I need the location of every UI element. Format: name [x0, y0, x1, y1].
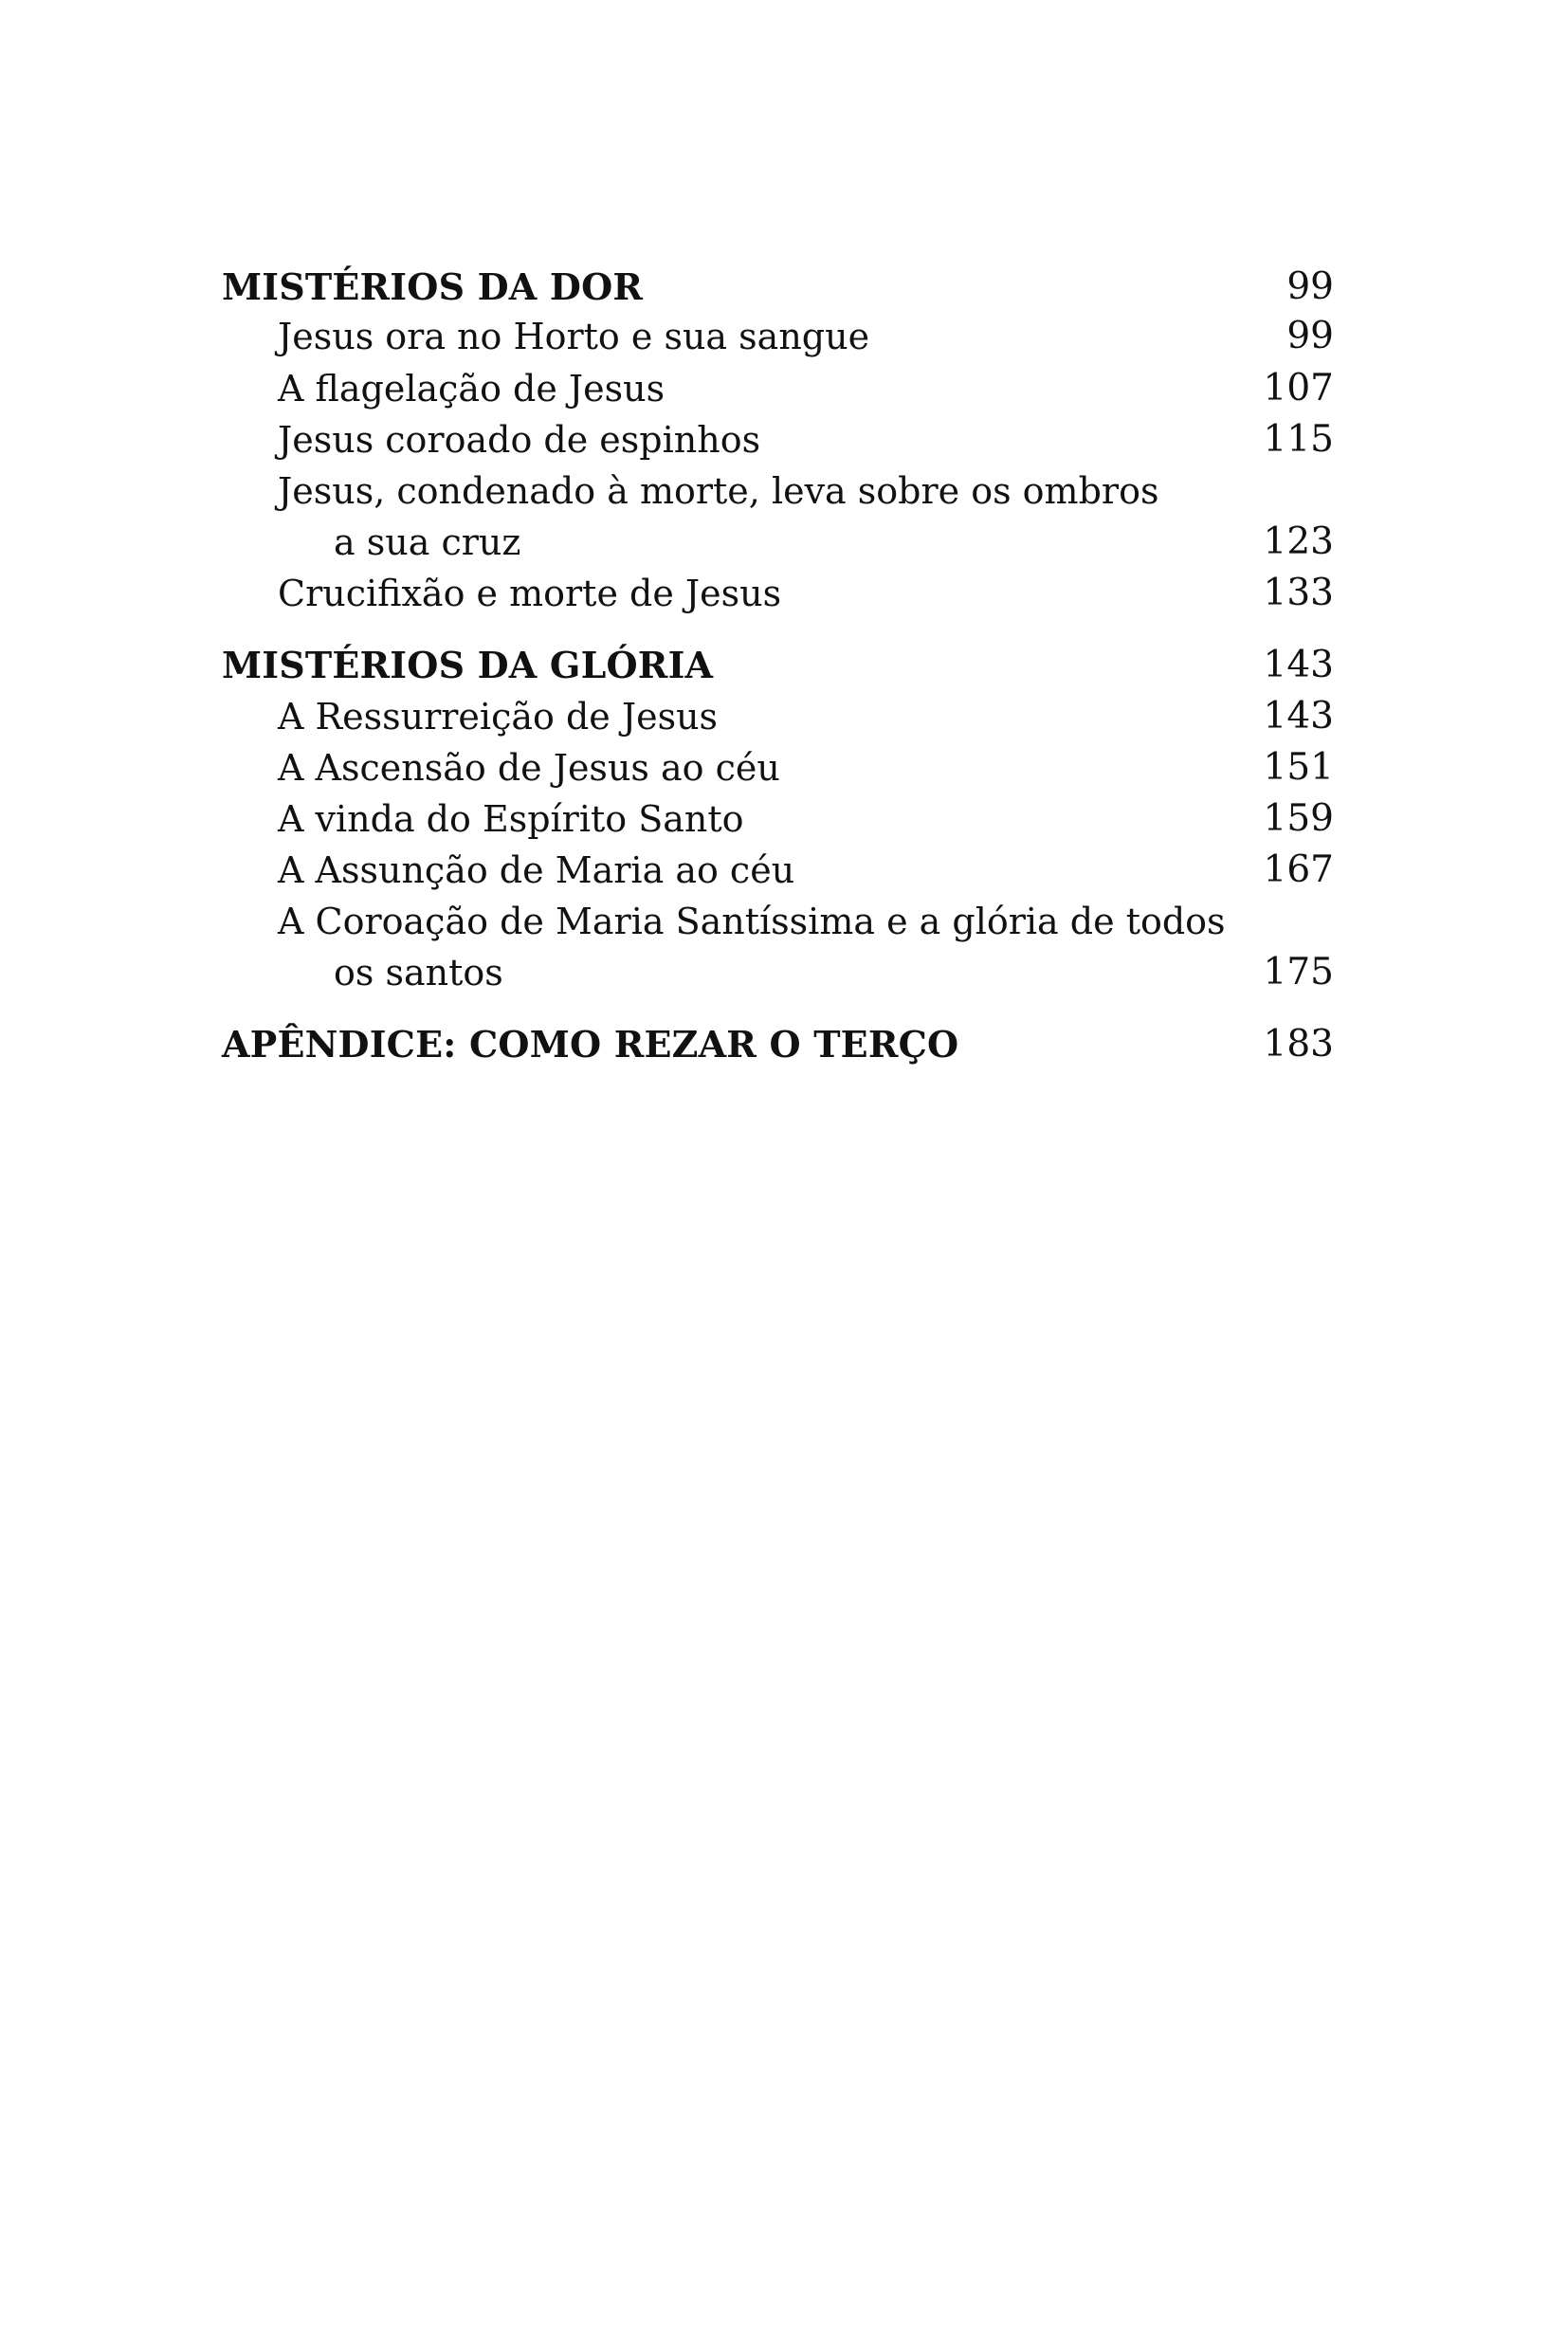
toc-entry-continuation: [0, 516, 1568, 569]
page-number: 175: [1263, 951, 1334, 993]
entry-title: A Ascensão de Jesus ao céu: [278, 747, 780, 789]
page-number: 115: [1263, 418, 1334, 461]
entry-title: A Ressurreição de Jesus: [278, 696, 719, 738]
toc-entry: [0, 362, 1568, 415]
toc-entry: [0, 310, 1568, 363]
toc-entry: [0, 741, 1568, 794]
entry-title-continuation: os santos: [334, 952, 503, 993]
toc-entry: [0, 465, 1568, 518]
toc-section-heading: [0, 1018, 1568, 1071]
page-number: 159: [1263, 797, 1334, 840]
page-number: 143: [1263, 644, 1334, 686]
toc-entry: [0, 567, 1568, 620]
section-title: MISTÉRIOS DA DOR: [222, 265, 644, 308]
entry-title: A Assunção de Maria ao céu: [278, 849, 795, 891]
page-number: 107: [1263, 367, 1334, 410]
toc-entry: [0, 895, 1568, 948]
page-number: 167: [1263, 848, 1334, 891]
entry-title: Jesus ora no Horto e sua sangue: [278, 316, 870, 357]
entry-title: Jesus, condenado à morte, leva sobre os ombros: [278, 470, 1159, 512]
toc-entry: [0, 413, 1568, 466]
entry-title: A Coroação de Maria Santíssima e a glória de todos: [278, 901, 1226, 942]
entry-title: A flagelação de Jesus: [278, 368, 665, 410]
toc-entry: [0, 844, 1568, 897]
toc-section-heading: [0, 261, 1568, 314]
page-number: 151: [1263, 746, 1334, 789]
entry-title: Crucifixão e morte de Jesus: [278, 573, 782, 614]
toc-entry-continuation: [0, 946, 1568, 999]
toc-entry: [0, 793, 1568, 846]
section-title: MISTÉRIOS DA GLÓRIA: [222, 644, 714, 686]
entry-title: A vinda do Espírito Santo: [278, 798, 744, 840]
page-number: 183: [1263, 1023, 1334, 1066]
toc-entry: [0, 690, 1568, 743]
page-number: 133: [1263, 572, 1334, 614]
entry-title: Jesus coroado de espinhos: [278, 419, 761, 461]
page-number: 99: [1286, 315, 1334, 357]
page-number: 143: [1263, 695, 1334, 738]
toc-section-heading: [0, 639, 1568, 692]
section-title: APÊNDICE: COMO REZAR O TERÇO: [222, 1023, 959, 1066]
page-number: 99: [1286, 265, 1334, 308]
page-number: 123: [1263, 520, 1334, 563]
entry-title-continuation: a sua cruz: [334, 521, 521, 563]
